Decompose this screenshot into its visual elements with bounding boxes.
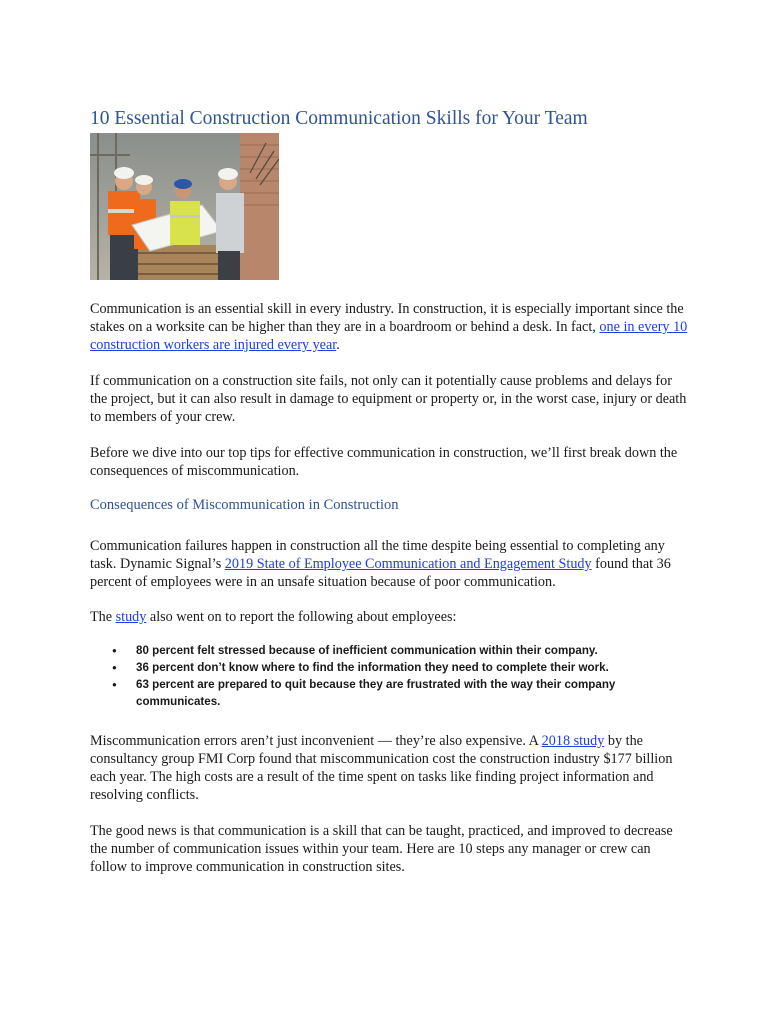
hero-image-construction-workers	[90, 133, 279, 280]
section-paragraph-2	[90, 608, 690, 626]
intro-paragraph-2: If communication on a construction site fails, not only can it potentially cause problems and delays for the project, but it can also result in damage to equipment or property or, in the worst case, injury or death to members of your crew.	[90, 373, 687, 425]
intro-paragraph-1-end: .	[336, 337, 340, 353]
section-paragraph-2-text: The	[90, 609, 116, 625]
page-title: 10 Essential Construction Communication Skills for Your Team	[90, 108, 588, 129]
intro-paragraph-3: Before we dive into our top tips for effective communication in construction, we’ll first break down the consequences of miscommunication.	[90, 445, 678, 479]
list-item-text: 63 percent are prepared to quit because they are frustrated with the way their company	[136, 678, 616, 691]
fmi-2018-study-link[interactable]: 2018 study	[541, 733, 605, 749]
list-item-text-continuation: communicates.	[136, 695, 221, 708]
section-heading: Consequences of Miscommunication in Construction	[90, 497, 399, 513]
section-paragraph-1	[90, 537, 690, 591]
list-item-text: 80 percent felt stressed because of inefficient communication within their company.	[136, 644, 598, 657]
section-paragraph-2-end: also went on to report the following about employees:	[146, 609, 457, 625]
intro-paragraph-1	[90, 300, 690, 354]
list-item	[90, 676, 690, 710]
list-item	[90, 642, 690, 659]
list-item-text: 36 percent don’t know where to find the information they need to complete their work.	[136, 661, 609, 674]
intro-paragraph-1-text: Communication is an essential skill in every industry. In construction, it is especially important since the stakes on a worksite can be higher than they are in a boardroom or behind a desk. In fact,	[90, 301, 684, 335]
employee-stats-list	[90, 642, 690, 710]
injury-statistics-link[interactable]: one in every 10 construction workers are injured every year	[90, 319, 688, 353]
section-paragraph-1-text: Communication failures happen in construction all the time despite being essential to completing any task. Dynamic Signal’s	[90, 538, 665, 572]
dynamic-signal-study-link[interactable]: 2019 State of Employee Communication and Engagement Study	[224, 556, 592, 572]
list-item	[90, 659, 690, 676]
study-link[interactable]: study	[115, 609, 147, 625]
section-paragraph-3	[90, 732, 690, 804]
section-paragraph-3-end: by the consultancy group FMI Corp found that miscommunication cost the construction industry $177 billion each year. The high costs are a result of the time spent on tasks like finding project information and resolving conflicts.	[90, 733, 673, 803]
section-paragraph-4: The good news is that communication is a skill that can be taught, practiced, and improved to decrease the number of communication issues within your team. Here are 10 steps any manager or crew can follow to improve communication in construction sites.	[90, 823, 673, 875]
section-paragraph-3-text: Miscommunication errors aren’t just inconvenient — they’re also expensive. A	[90, 733, 542, 749]
section-paragraph-1-end: found that 36 percent of employees were in an unsafe situation because of poor communication.	[90, 556, 671, 590]
